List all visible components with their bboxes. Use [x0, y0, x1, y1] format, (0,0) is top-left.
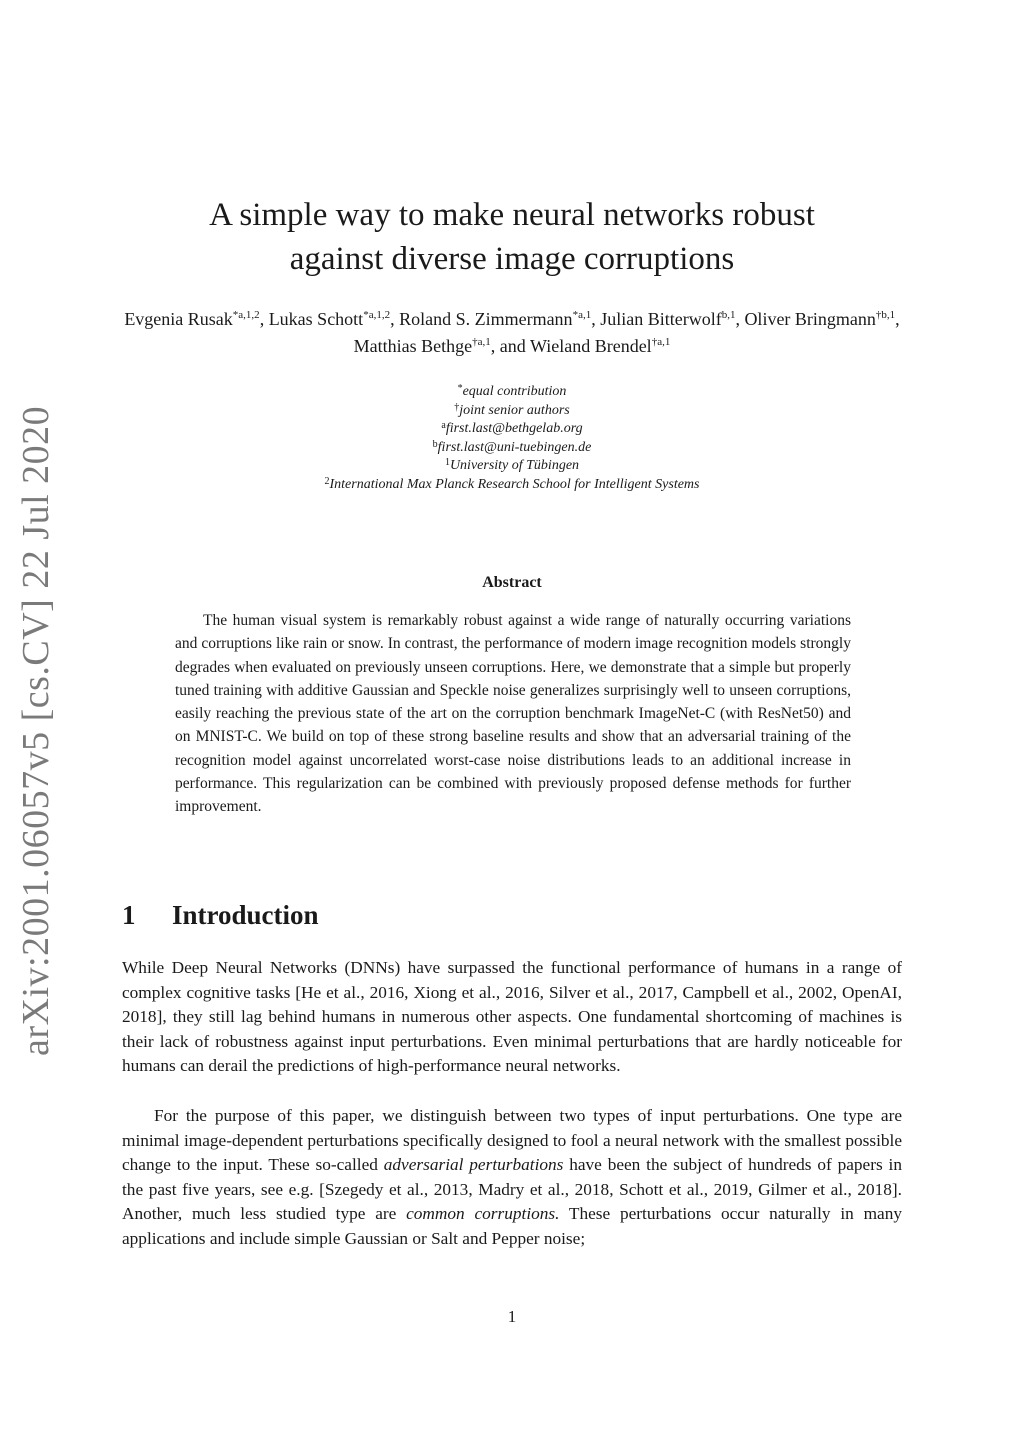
page-number: 1 [507, 1307, 517, 1326]
author: Roland S. Zimmermann$^{*a,1}$, [399, 309, 601, 329]
body-paragraph-2: For the purpose of this paper, we distinguish between two types of input perturbations. One type are minimal image-dependent perturbations specifically designed to fool a neural network with the smallest possible change to the input. These so-called adversarial perturbations have been the subject of hundreds of papers in the past five years, see e.g. [Szegedy et al., 2013, Madry et al., 2018, Schott et al., 2019, Gilmer et al., 2018]. Another, much less studied type are common corruptions. These perturbations occur naturally in many applications and include simple Gaussian or Salt and Pepper noise; [122, 1106, 902, 1248]
title-line-2: against diverse image corruptions [289, 241, 735, 277]
section-heading [122, 900, 319, 931]
author: Matthias Bethge$^{\dagger a,1}$, and [353, 336, 530, 356]
abstract-text: The human visual system is remarkably robust against a wide range of naturally occurring variations and corruptions like rain or snow. In contrast, the performance of modern image recognition models strongly degrades when evaluated on previously unseen corruptions. Here, we demonstrate that a simple but properly tuned training with additive Gaussian and Speckle noise generalizes surprisingly well to unseen corruptions, easily reaching the previous state of the art on the corruption benchmark ImageNet-C (with ResNet50) and on MNIST-C. We build on top of these strong baseline results and show that an adversarial training of the recognition model against uncorrelated worst-case noise distributions leads to an additional increase in performance. This regularization can be combined with previously proposed defense methods for further improvement. [175, 612, 851, 816]
affiliation-line: *equal contribution [457, 383, 567, 399]
section-number: 1 [122, 900, 136, 930]
arxiv-stamp: arXiv:2001.06057v5 [cs.CV] 22 Jul 2020 [15, 405, 57, 1056]
affiliation-line: $^b$first.last@uni-tuebingen.de [432, 438, 592, 455]
emphasis-term: adversarial perturbations [383, 1155, 564, 1175]
author: Julian Bitterwolf$^{b,1}$, [600, 309, 745, 329]
affiliations [200, 383, 824, 494]
affiliation-line: $^a$first.last@bethgelab.org [441, 420, 583, 436]
paper-title [120, 193, 904, 281]
author-list [120, 306, 904, 360]
affiliation-line: $^2$International Max Planck Research School for Intelligent Systems [324, 475, 700, 492]
title-line-1: A simple way to make neural networks robust [209, 197, 815, 233]
author: Oliver Bringmann$^{\dagger b,1}$, [744, 309, 900, 329]
section-title: Introduction [172, 900, 319, 930]
affiliation-line: †joint senior authors [454, 401, 570, 418]
author: Wieland Brendel$^{\dagger a,1}$ [529, 336, 671, 356]
body-paragraph-1: While Deep Neural Networks (DNNs) have surpassed the functional performance of humans in a range of complex cognitive tasks [He et al., 2016, Xiong et al., 2016, Silver et al., 2017, Campbell et al., 2002, OpenAI, 2018], they still lag behind humans in numerous other aspects. One fundamental shortcoming of machines is their lack of robustness against input perturbations. Even minimal perturbations that are hardly noticeable for humans can derail the predictions of high-performance neural networks. [122, 958, 902, 1076]
affiliation-line: $^1$University of Tübingen [444, 457, 580, 473]
abstract-heading: Abstract [482, 574, 542, 591]
author: Evgenia Rusak$^{*a,1,2}$, [124, 309, 269, 329]
author: Lukas Schott$^{*a,1,2}$, [268, 309, 400, 329]
emphasis-term: common corruptions. [406, 1204, 560, 1224]
